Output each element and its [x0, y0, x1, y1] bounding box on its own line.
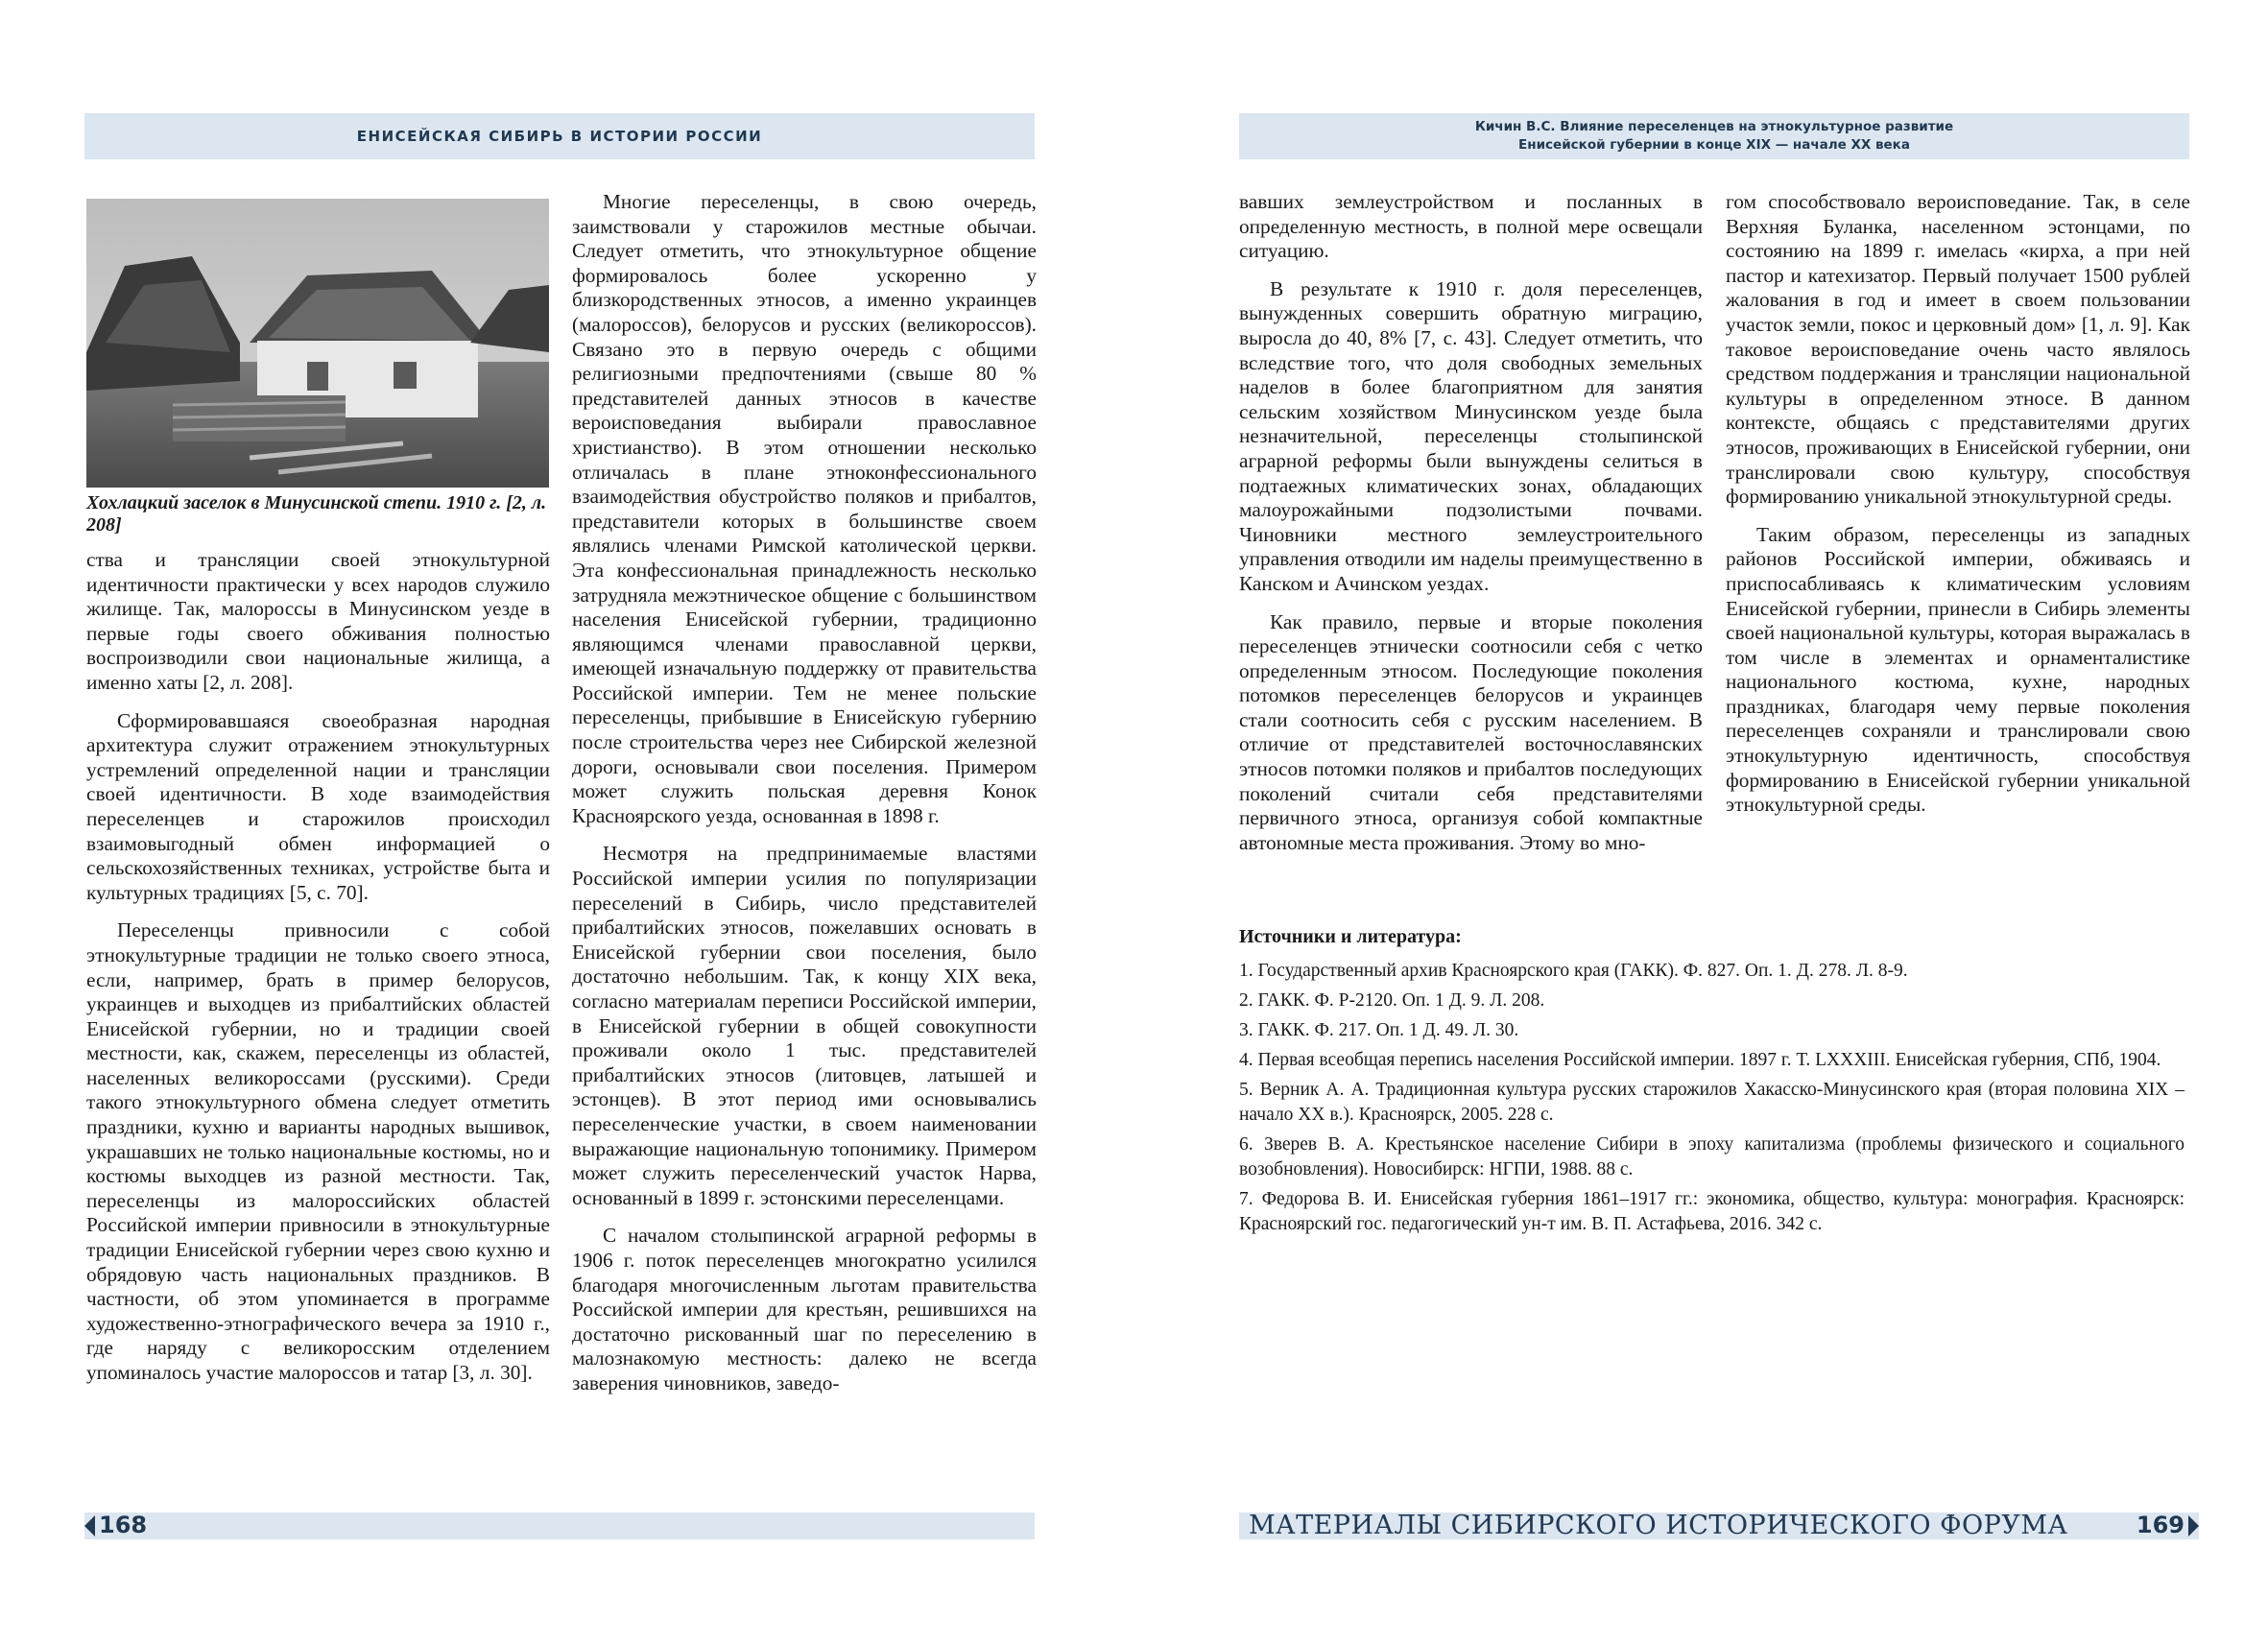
running-header-right: [1239, 113, 2189, 159]
page-number-right: 169: [2137, 1511, 2199, 1539]
paragraph: вавших землеустройством и посланных в определенную местность, в полной мере освещали ситуацию.: [1239, 190, 1703, 263]
header-line-2: Енисейской губернии в конце XIX — начале XX века: [1518, 137, 1910, 153]
left-column-2: [572, 190, 1037, 1410]
reference-item: 4. Первая всеобщая перепись населения Российской империи. 1897 г. Т. LXXXIII. Енисейская губерния, СПб, 1904.: [1239, 1050, 2161, 1070]
reference-item: 5. Верник А. А. Традиционная культура русских старожилов Хакасско-Минусинского края (вторая половина XIX – начало XX в.). Красноярск, 2005. 228 с.: [1239, 1080, 2184, 1125]
paragraph: Как правило, первые и вторые поколения переселенцев этнически соотносили себя с четко определенным этносом. Последующие поколения потомков переселенцев белорусов и украинцев стали соотносить себя с русским населением. В отличие от представителей восточнославянских этносов потомки поляков и прибалтов последующих поколений считали себя представителями первичного этноса, организуя собой компактные автономные места проживания. Этому во мно-: [1239, 609, 1703, 854]
footer-title: МАТЕРИАЛЫ СИБИРСКОГО ИСТОРИЧЕСКОГО ФОРУМА: [1249, 1511, 2068, 1540]
left-column-1: [86, 548, 550, 1399]
page-number-left: 168: [84, 1511, 147, 1539]
historical-photo: [86, 199, 549, 488]
paragraph: Таким образом, переселенцы из западных районов Российской империи, обживаясь и приспосабливаясь к климатическим условиям Енисейской губернии, принесли в Сибирь элементы своей национальной культуры, которая выражалась в том числе в элементах и орнаменталистике национального костюма, кухне, народных праздниках, благодаря чему первые поколения переселенцев сохраняли и транслировали свою этнокультурную идентичность, способствуя формированию в Енисейской губернии уникальной этнокультурной среды.: [1726, 522, 2190, 817]
right-column-1: [1239, 190, 1703, 869]
paragraph: Несмотря на предпринимаемые властями Российской империи усилия по популяризации переселений в Сибирь, число представителей прибалтийских этносов, пожелавших основать в Енисейской губернии свои поселения, было достаточно небольшим. Так, к концу XIX века, согласно материалам переписи Российской империи, в Енисейской губернии в общей совокупности проживали около 1 тыс. представителей прибалтийских этносов (литовцев, латышей и эстонцев). В этот период ими основывались переселенческие участки, в своем наименовании выражающие национальную топонимику. Примером может служить переселенческий участок Нарва, основанный в 1899 г. эстонскими переселенцами.: [572, 842, 1037, 1209]
right-page: [1134, 0, 2268, 1644]
header-line-1: Кичин В.С. Влияние переселенцев на этнокультурное развитие: [1474, 119, 1954, 134]
chevron-left-icon: [84, 1515, 95, 1537]
reference-item: 3. ГАКК. Ф. 217. Оп. 1 Д. 49. Л. 30.: [1239, 1020, 1519, 1040]
reference-item: 2. ГАКК. Ф. Р-2120. Оп. 1 Д. 9. Л. 208.: [1239, 990, 1545, 1011]
reference-item: 6. Зверев В. А. Крестьянское население Сибири в эпоху капитализма (проблемы физического и социального возобновления). Новосибирск: НГПИ, 1988. 88 с.: [1239, 1134, 2184, 1179]
paragraph: Сформировавшаяся своеобразная народная архитектура служит отражением этнокультурных устремлений определенной нации и трансляции своей идентичности. В ходе взаимодействия переселенцев и старожилов происходил взаимовыгодный обмен информацией о сельскохозяйственных техниках, устройстве быта и культурных традициях [5, с. 70].: [86, 708, 550, 904]
paragraph: В результате к 1910 г. доля переселенцев, вынужденных совершить обратную миграцию, выросла до 40, 8% [7, с. 43]. Следует отметить, что вследствие того, что доля свободных земельных наделов в более благоприятном для занятия сельским хозяйством Минусинском уезде была незначительной, переселенцы столыпинской аграрной реформы были вынуждены селиться в подтаежных климатических зонах, обладающих малоурожайными подзолистыми почвами. Чиновники местного землеустроительного управления отводили им наделы преимущественно в Канском и Ачинском уездах.: [1239, 276, 1703, 595]
references-section: [1239, 924, 2184, 1242]
paragraph: Многие переселенцы, в свою очередь, заимствовали у старожилов местные обычаи. Следует отметить, что этнокультурное общение формировалось более ускоренно у близкородственных этносов, а именно украинцев (малороссов), белорусов и русских (великороссов). Связано это в первую очередь с общими религиозными предпочтениями (свыше 80 % представителей данных этносов в качестве вероисповедания выбирали православное христианство). В этом отношении несколько отличалась в плане этноконфессионального взаимодействия обустройство поляков и прибалтов, представители которых в большинстве своем являлись членами Римской католической церкви. Эта конфессиональная принадлежность несколько затрудняла межэтническое общение с большинством населения Енисейской губернии, традиционно являющимся членами православной церкви, имеющей изначальную поддержку от правительства Российской империи. Тем не менее польские переселенцы, прибывшие в Енисейскую губернию после строительства через нее Сибирской железной дороги, основывали свои поселения. Примером может служить польская деревня Конок Красноярского уезда, основанная в 1898 г.: [572, 190, 1037, 827]
paragraph: ства и трансляции своей этнокультурной идентичности практически у всех народов служило жилище. Так, малороссы в Минусинском уезде в первые годы своего обживания полностью воспроизводили свои национальные жилища, а именно хаты [2, л. 208].: [86, 548, 550, 694]
references-title: Источники и литература:: [1239, 926, 1462, 947]
photo-caption: Хохлацкий заселок в Минусинской степи. 1910 г. [2, л. 208]: [86, 492, 547, 536]
paragraph: гом способствовало вероисповедание. Так, в селе Верхняя Буланка, населенном эстонцами, по состоянию на 1899 г. имелась «кирха, а при ней пастор и катехизатор. Первый получает 1500 рублей жалования в год и имеет в своем пользовании участок земли, покос и церковный дом» [1, л. 9]. Как таковое вероисповедание очень часто являлось средством поддержания и трансляции национальной культуры в определенном этносе. В данном контексте, общаясь с представителями других этносов, проживающих в Енисейской губернии, они транслировали свою культуру, способствуя формированию уникальной этнокультурной среды.: [1726, 190, 2190, 509]
reference-item: 1. Государственный архив Красноярского края (ГАКК). Ф. 827. Оп. 1. Д. 278. Л. 8-9.: [1239, 961, 1908, 981]
running-header-left: ЕНИСЕЙСКАЯ СИБИРЬ В ИСТОРИИ РОССИИ: [84, 113, 1035, 159]
paragraph: Переселенцы привносили с собой этнокультурные традиции не только своего этноса, если, например, брать в пример белорусов, украинцев и выходцев из прибалтийских областей Енисейской губернии, но и традиции своей местности, как, скажем, переселенцы из областей, населенных великороссами (русскими). Среди такого этнокультурного обмена следует отметить праздники, кухню и варианты народных вышивок, украшавших не только национальные костюмы, но и костюмы выходцев из разной местности. Так, переселенцы из малороссийских областей Российской империи привносили в этнокультурные традиции Енисейской губернии через свою кухню и обрядовую часть национальных праздников. В частности, об этом упоминается в программе художественно-этнографического вечера за 1910 г., где наряду с великоросским отделением упоминалось участие малороссов и татар [3, л. 30].: [86, 918, 550, 1384]
paragraph: С началом столыпинской аграрной реформы в 1906 г. поток переселенцев многократно усилился благодаря многочисленным льготам правительства Российской империи для крестьян, решившихся на достаточно рискованный шаг по переселению в малознакомую местность: далеко не всегда заверения чиновников, заведо-: [572, 1224, 1037, 1394]
footer-band-left: [84, 1513, 1035, 1539]
footer-band-right: [1239, 1513, 2199, 1539]
reference-item: 7. Федорова В. И. Енисейская губерния 1861–1917 гг.: экономика, общество, культура: монография. Красноярск: Красноярский гос. педагогический ун-т им. В. П. Астафьева, 2016. 342 с.: [1239, 1189, 2184, 1234]
right-column-2: [1726, 190, 2190, 831]
chevron-right-icon: [2188, 1515, 2199, 1537]
